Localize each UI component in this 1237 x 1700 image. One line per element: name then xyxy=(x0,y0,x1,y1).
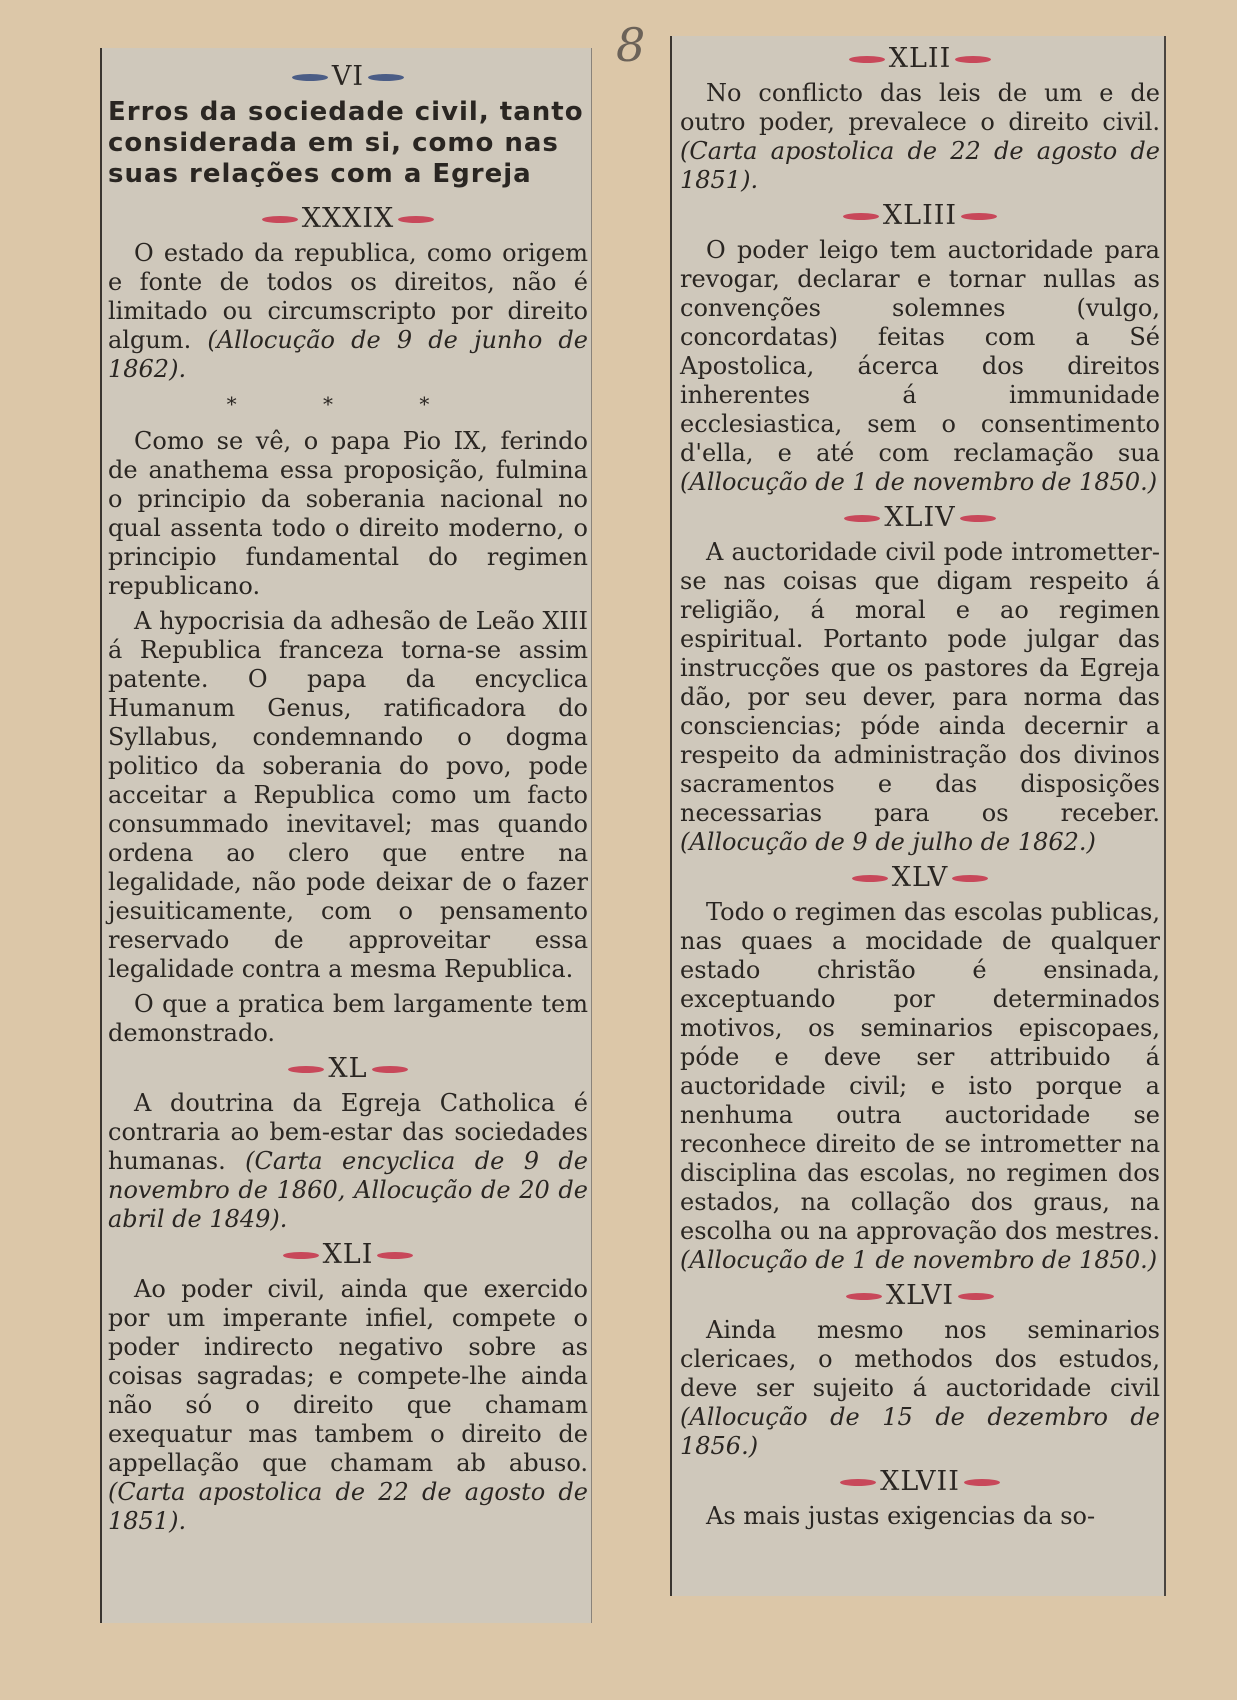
chapter-number: VI xyxy=(331,61,365,92)
ornament-icon xyxy=(961,213,997,220)
proposition-citation: (Allocução de 9 de junho de 1862). xyxy=(108,326,588,383)
proposition-numeral: XLV xyxy=(891,862,949,893)
proposition-heading xyxy=(680,1467,1160,1496)
ornament-icon xyxy=(292,74,328,81)
proposition-numeral: XLII xyxy=(888,43,952,74)
proposition-text xyxy=(108,239,588,384)
proposition-body: Ao poder civil, ainda que exercido por um imperante infiel, compete o poder indirecto negativo sobre as coisas sagradas; e compete-lhe ainda não só o direito que chamam exequatur mas tambem o direito de appellação que chamam ab abuso. xyxy=(108,1275,588,1477)
proposition-body: O poder leigo tem auctoridade para revogar, declarar e tornar nullas as convenções solemnes (vulgo, concordatas) feitas com a Sé Apostolica, ácerca dos direitos inherentes á immunidade ecclesiastica, sem o consentimento d'ella, e até com reclamação sua xyxy=(680,236,1160,467)
proposition-numeral: XLIII xyxy=(882,200,958,231)
proposition-body: A auctoridade civil pode intrometter-se nas coisas que digam respeito á religião, á moral e ao regimen espiritual. Portanto pode julgar das instrucções que os pastores da Egreja dão, por seu dever, para norma das consciencias; póde ainda decernir a respeito da administração dos divinos sacramentos e das disposições necessarias para os receber. xyxy=(680,538,1160,827)
ornament-icon xyxy=(955,56,991,63)
proposition-body: O estado da republica, como origem e fonte de todos os direitos, não é limitado ou circumscripto por direito algum. xyxy=(108,239,588,354)
proposition-heading xyxy=(680,863,1160,892)
ornament-icon xyxy=(846,1293,882,1300)
ornament-icon xyxy=(964,1479,1000,1486)
proposition-numeral: XXXIX xyxy=(301,203,395,234)
proposition-heading xyxy=(108,1054,588,1083)
right-column xyxy=(680,40,1160,1537)
ornament-icon xyxy=(368,74,404,81)
proposition-text xyxy=(108,1275,588,1536)
ornament-icon xyxy=(262,216,298,223)
ornament-icon xyxy=(377,1252,413,1259)
ornament-icon xyxy=(840,1479,876,1486)
proposition-text xyxy=(680,898,1160,1275)
ornament-icon xyxy=(849,56,885,63)
proposition-body: A doutrina da Egreja Catholica é contraria ao bem-estar das sociedades humanas. xyxy=(108,1089,588,1175)
ornament-icon xyxy=(398,216,434,223)
ornament-icon xyxy=(952,875,988,882)
proposition-citation: (Carta apostolica de 22 de agosto de 1851). xyxy=(108,1478,588,1535)
proposition-text xyxy=(680,1316,1160,1461)
proposition-numeral: XLVII xyxy=(880,1466,960,1497)
proposition-numeral: XLVI xyxy=(885,1280,955,1311)
proposition-heading xyxy=(680,44,1160,73)
left-column xyxy=(108,58,588,1542)
separator: * * * xyxy=(226,392,470,416)
proposition-text xyxy=(680,236,1160,497)
proposition-numeral: XLIV xyxy=(884,502,956,533)
page-number-mark: 8 xyxy=(616,18,646,72)
proposition-heading xyxy=(108,1240,588,1269)
ornament-icon xyxy=(283,1252,319,1259)
ornament-icon xyxy=(852,875,888,882)
commentary-paragraph: A hypocrisia da adhesão de Leão XIII á Republica franceza torna-se assim patente. O papa da encyclica Humanum Genus, ratificadora do Syllabus, condemnando o dogma politico da soberania do povo, pode acceitar a Republica como um facto consummado inevitavel; mas quando ordena ao clero que entre na legalidade, não pode deixar de o fazer jesuiticamente, com o pensamento reservado de approveitar essa legalidade contra a mesma Republica. xyxy=(108,607,588,983)
ornament-icon xyxy=(288,1066,324,1073)
proposition-body: Todo o regimen das escolas publicas, nas quaes a mocidade de qualquer estado christão é ensinada, exceptuando por determinados motivos, os seminarios episcopaes, póde e deve ser attribuido á auctoridade civil; e isto porque a nenhuma outra auctoridade se reconhece direito de se intrometter na disciplina das escolas, no regimen dos estados, na collação dos graus, na escolha ou na approvação dos mestres. xyxy=(680,898,1160,1245)
proposition-numeral: XLI xyxy=(322,1239,374,1270)
proposition-text xyxy=(680,79,1160,195)
ornament-icon xyxy=(843,213,879,220)
chapter-title: Erros da sociedade civil, tanto considerada em si, como nas suas relações com a Egreja xyxy=(108,97,584,189)
chapter-heading xyxy=(108,62,588,91)
proposition-heading xyxy=(680,1281,1160,1310)
ornament-icon xyxy=(960,515,996,522)
proposition-numeral: XL xyxy=(328,1053,368,1084)
proposition-citation: (Allocução de 15 de dezembro de 1856.) xyxy=(680,1403,1160,1460)
commentary-paragraph: Como se vê, o papa Pio IX, ferindo de anathema essa proposição, fulmina o principio da soberania nacional no qual assenta todo o direito moderno, o principio fundamental do regimen republicano. xyxy=(108,427,588,600)
proposition-body: Ainda mesmo nos seminarios clericaes, o methodos dos estudos, deve ser sujeito á auctoridade civil xyxy=(680,1316,1160,1402)
ornament-icon xyxy=(958,1293,994,1300)
proposition-citation: (Allocução de 9 de julho de 1862.) xyxy=(680,828,1096,856)
proposition-heading xyxy=(108,204,588,233)
proposition-text xyxy=(680,538,1160,857)
proposition-text xyxy=(108,1089,588,1234)
ornament-icon xyxy=(372,1066,408,1073)
proposition-heading xyxy=(680,503,1160,532)
proposition-text: As mais justas exigencias da so- xyxy=(706,1502,1096,1530)
proposition-body: No conflicto das leis de um e de outro poder, prevalece o direito civil. xyxy=(680,79,1160,136)
proposition-heading xyxy=(680,201,1160,230)
proposition-citation: (Allocução de 1 de novembro de 1850.) xyxy=(680,468,1158,496)
ornament-icon xyxy=(844,515,880,522)
proposition-citation: (Carta apostolica de 22 de agosto de 1851). xyxy=(680,137,1160,194)
proposition-citation: (Allocução de 1 de novembro de 1850.) xyxy=(680,1246,1158,1274)
commentary-paragraph: O que a pratica bem largamente tem demonstrado. xyxy=(108,990,588,1047)
proposition-citation: (Carta encyclica de 9 de novembro de 1860, Allocução de 20 de abril de 1849). xyxy=(108,1147,588,1233)
